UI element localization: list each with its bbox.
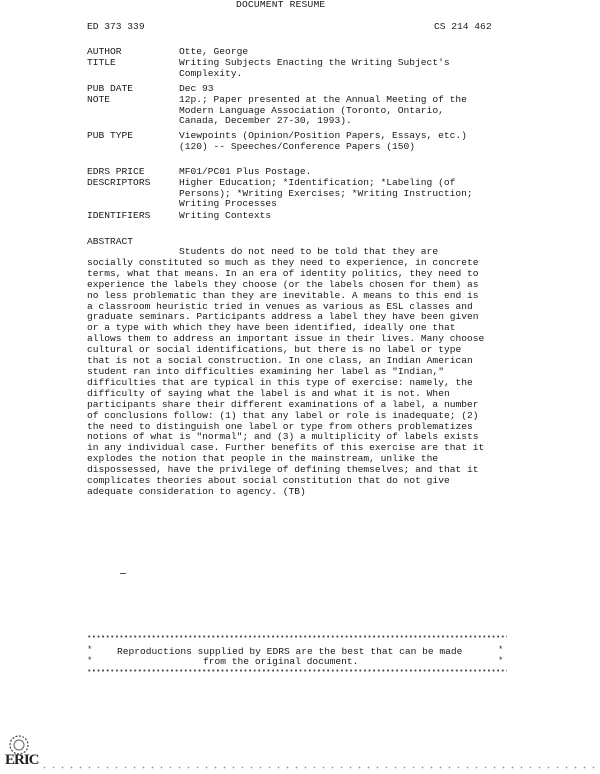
star-border-bottom [87, 668, 507, 673]
star-right-2: * [498, 656, 504, 666]
field-label-pub-date: PUB DATE [87, 83, 134, 94]
field-value-edrs-price: MF01/PC01 Plus Postage. [179, 166, 312, 177]
divider-dash [120, 573, 126, 574]
eric-logo-icon [4, 733, 39, 768]
field-label-edrs-price: EDRS PRICE [87, 166, 145, 177]
cs-number: CS 214 462 [434, 21, 492, 32]
field-value-pub-date: Dec 93 [179, 83, 214, 94]
field-value-author: Otte, George [179, 46, 249, 57]
field-label-author: AUTHOR [87, 46, 122, 57]
field-value-pub-type: Viewpoints (Opinion/Position Papers, Essays, etc.) (120) -- Speeches/Conference Papers (150) [179, 130, 467, 152]
field-label-title: TITLE [87, 57, 116, 68]
field-value-title: Writing Subjects Enacting the Writing Subject's Complexity. [179, 57, 450, 79]
star-left-2: * [87, 656, 93, 666]
ed-number: ED 373 339 [87, 21, 145, 32]
star-border-top [87, 634, 507, 639]
field-label-pub-type: PUB TYPE [87, 130, 134, 141]
star-left-1: * [87, 645, 93, 655]
reproduction-notice-line1: Reproductions supplied by EDRS are the best that can be made [117, 646, 463, 657]
scan-edge-noise [40, 766, 600, 769]
abstract-text: Students do not need to be told that they are socially constituted so much as they need to experience, in concrete terms, what that means. In an era of identity politics, they need to experience the labels they choose (or the labels chosen for them) as no less problematic than they are inevitable. A means to this end is a classroom heuristic tried in venues as various as ESL classes and graduate seminars. Participants address a label they have been given or a type with which they have been identified, ideally one that allows them to address an important issue in their lives. Many choose cultural or social identifications, but there is no label or type that is not a social construction. In one class, an Indian American student ran into difficulties examining her label as "Indian," difficulties that are typical in this type of exercise: namely, the difficulty of saying what the label is and what it is not. When participants share their different examinations of a label, a number of conclusions follow: (1) that any label or role is inadequate; (2) the need to distinguish one label or type from others problematizes notions of what is "normal"; and (3) a multiplicity of labels exists in any individual case. Further benefits of this exercise are that it explodes the notion that people in the mainstream, unlike the dispossessed, have the privilege of defining themselves; and that it complicates theories about social constitution that do not give adequate consideration to agency. (TB) [87, 246, 485, 497]
field-value-descriptors: Higher Education; *Identification; *Labeling (of Persons); *Writing Exercises; *Writing Instruction; Writing Processes [179, 177, 473, 210]
eric-logo-text: ERIC [5, 752, 39, 768]
abstract-heading: ABSTRACT [87, 236, 134, 247]
star-right-1: * [498, 645, 504, 655]
field-label-identifiers: IDENTIFIERS [87, 210, 151, 221]
field-label-note: NOTE [87, 94, 111, 105]
document-resume-title: DOCUMENT RESUME [236, 0, 326, 10]
field-label-descriptors: DESCRIPTORS [87, 177, 151, 188]
field-value-identifiers: Writing Contexts [179, 210, 272, 221]
field-value-note: 12p.; Paper presented at the Annual Meeting of the Modern Language Association (Toronto, Ontario, Canada, December 27-30, 1993). [179, 94, 467, 127]
reproduction-notice-line2: from the original document. [203, 656, 359, 667]
